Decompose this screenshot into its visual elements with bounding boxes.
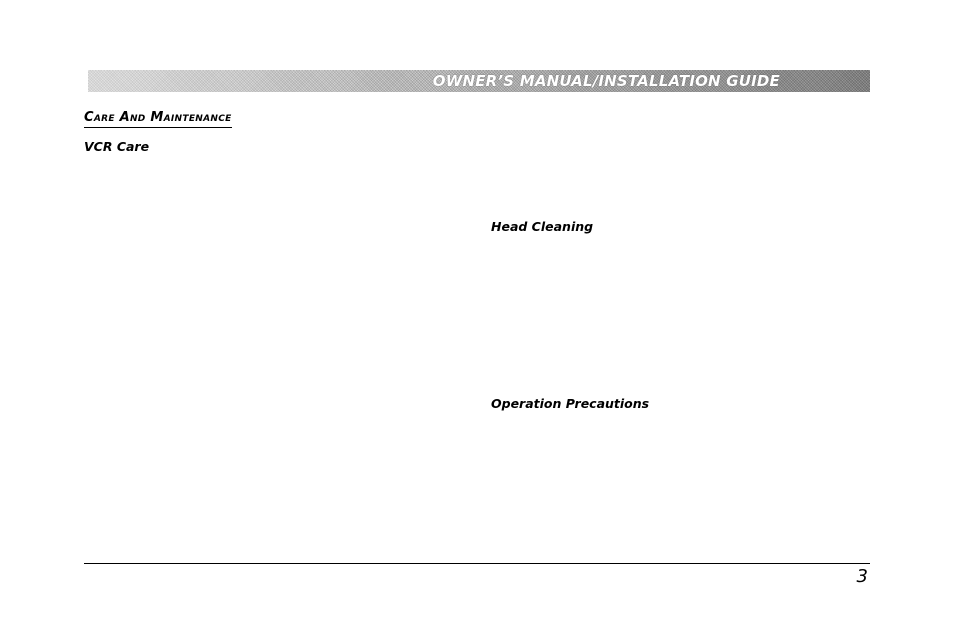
subhead-vcr-care: VCR Care — [84, 139, 150, 154]
header-banner — [88, 70, 870, 92]
subhead-head-cleaning: Head Cleaning — [491, 219, 594, 234]
subhead-operation-precautions: Operation Precautions — [491, 396, 650, 411]
section-title: Care And Maintenance — [84, 110, 232, 128]
page-number: 3 — [856, 566, 868, 587]
header-title: OWNER’S MANUAL/INSTALLATION GUIDE — [432, 72, 780, 90]
footer-rule — [84, 563, 870, 564]
